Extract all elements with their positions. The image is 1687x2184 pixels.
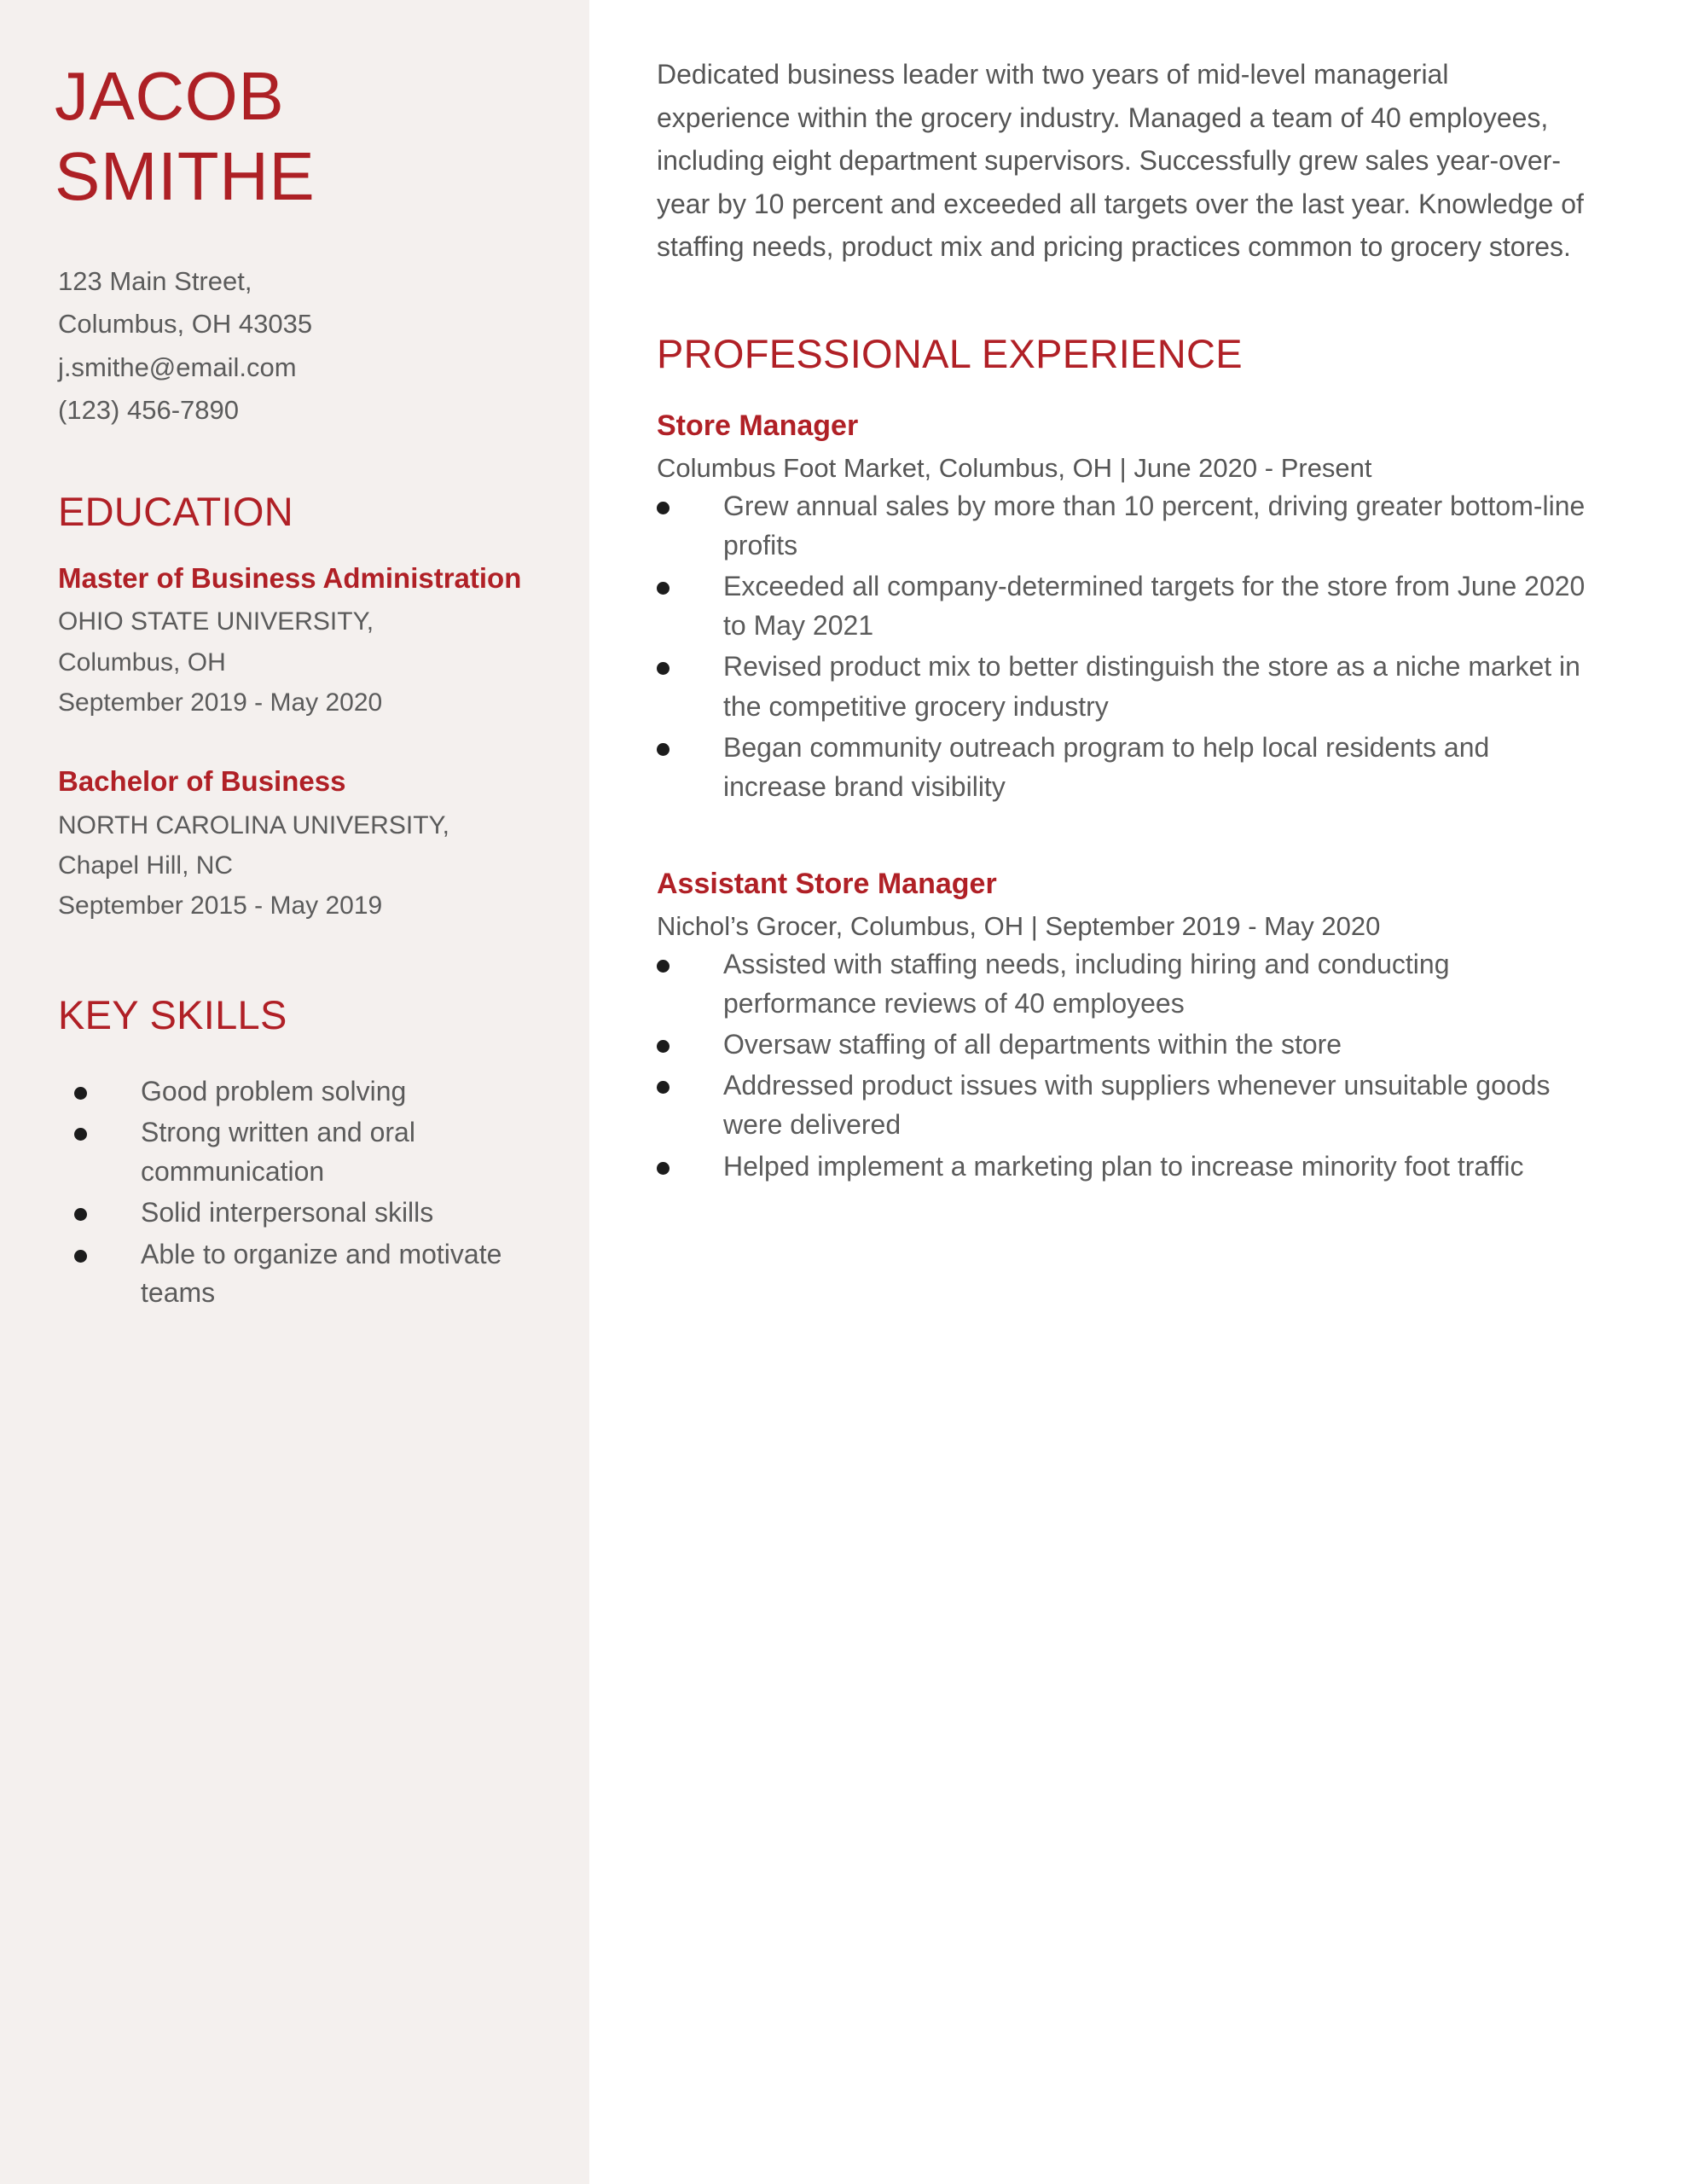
key-skills-list [74, 1072, 555, 1313]
contact-email[interactable]: j.smithe@email.com [58, 351, 297, 382]
contact-phone[interactable]: (123) 456-7890 [58, 394, 239, 425]
education-degree: Master of Business Administration [58, 562, 522, 595]
list-item: Helped implement a marketing plan to increase minority foot traffic [657, 1147, 1588, 1186]
education-dates: September 2019 - May 2020 [58, 688, 383, 717]
experience-entry [657, 410, 1588, 806]
list-item: Assisted with staffing needs, including hiring and conducting performance reviews of 40 employees [657, 944, 1588, 1023]
candidate-first-name: JACOB [55, 58, 285, 134]
list-item: Solid interpersonal skills [74, 1194, 555, 1232]
experience-entry [657, 868, 1588, 1186]
job-company-and-dates: Columbus Foot Market, Columbus, OH | June 2020 - Present [657, 452, 1372, 483]
education-school: NORTH CAROLINA UNIVERSITY, [58, 810, 449, 839]
job-company-and-dates: Nichol’s Grocer, Columbus, OH | September 2019 - May 2020 [657, 910, 1381, 941]
job-responsibilities-list [657, 944, 1588, 1185]
education-details [58, 601, 555, 723]
sidebar [0, 0, 589, 2184]
education-section-heading: EDUCATION [58, 489, 294, 535]
list-item: Able to organize and motivate teams [74, 1235, 555, 1313]
education-degree: Bachelor of Business [58, 765, 346, 798]
job-title: Store Manager [657, 409, 859, 442]
candidate-last-name: SMITHE [55, 137, 316, 214]
experience-section-heading: PROFESSIONAL EXPERIENCE [657, 330, 1243, 376]
list-item: Good problem solving [74, 1072, 555, 1111]
list-item: Began community outreach program to help local residents and increase brand visibility [657, 728, 1588, 806]
contact-block [58, 260, 555, 432]
education-location: Columbus, OH [58, 648, 226, 677]
list-item: Oversaw staffing of all departments within the store [657, 1025, 1588, 1064]
education-dates: September 2015 - May 2019 [58, 892, 383, 921]
contact-street: 123 Main Street, [58, 266, 252, 297]
list-item: Addressed product issues with suppliers whenever unsuitable goods were delivered [657, 1066, 1588, 1144]
education-entry [58, 764, 555, 926]
candidate-name [55, 56, 555, 216]
list-item: Grew annual sales by more than 10 percent, driving greater bottom-line profits [657, 486, 1588, 565]
education-school: OHIO STATE UNIVERSITY, [58, 607, 374, 636]
contact-city-state-zip: Columbus, OH 43035 [58, 309, 313, 340]
list-item: Exceeded all company-determined targets for the store from June 2020 to May 2021 [657, 566, 1588, 645]
education-location: Chapel Hill, NC [58, 851, 234, 880]
list-item: Strong written and oral communication [74, 1113, 555, 1191]
job-title: Assistant Store Manager [657, 867, 997, 900]
education-entry [58, 561, 555, 723]
main-column [589, 0, 1687, 2184]
list-item: Revised product mix to better distinguish the store as a niche market in the competitive grocery industry [657, 647, 1588, 725]
professional-summary: Dedicated business leader with two years of mid-level managerial experience within the grocery industry. Managed a team of 40 employees, including eight department supervisors. Successfully grew sales year-over-year by 10 percent and exceeded all targets over the last year. Knowledge of staffing needs, product mix and pricing practices common to grocery stores. [657, 59, 1584, 263]
education-details [58, 805, 555, 926]
job-responsibilities-list [657, 486, 1588, 806]
key-skills-section-heading: KEY SKILLS [58, 991, 287, 1037]
